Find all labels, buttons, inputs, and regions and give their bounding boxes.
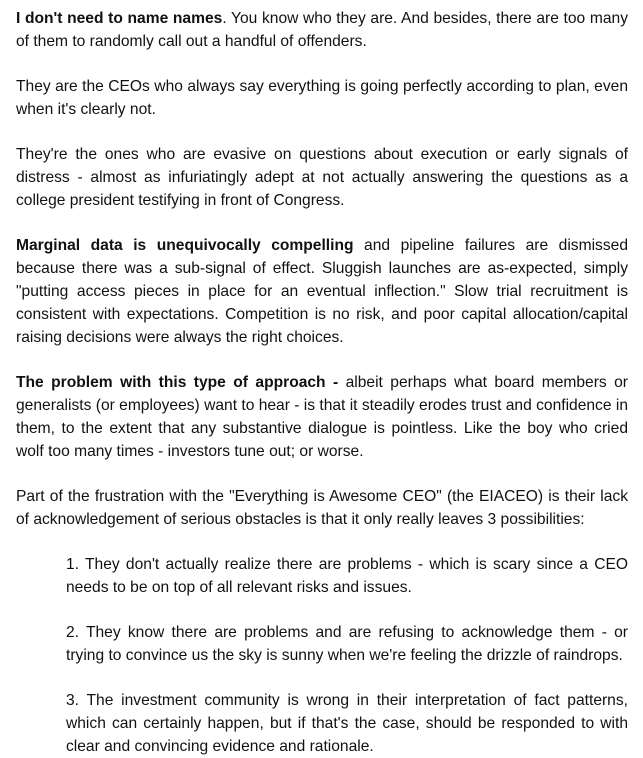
paragraph-text: Part of the frustration with the "Everything is Awesome CEO" (the EIACEO) is their lack of acknowledgement of serious obstacles is that it only really leaves 3 possibilities: bbox=[16, 488, 628, 528]
list-item: 1. They don't actually realize there are problems - which is scary since a CEO needs to be on top of all relevant risks and issues. bbox=[66, 556, 628, 596]
paragraph-problem bbox=[16, 371, 628, 463]
list-item: 2. They know there are problems and are refusing to acknowledge them - or trying to convince us the sky is sunny when we're feeling the drizzle of raindrops. bbox=[66, 624, 628, 664]
paragraph-text: albeit perhaps what board members or generalists (or employees) want to hear - is that it steadily erodes trust and confidence in them, to the extent that any substantive dialogue is pointless. Like the boy who cried wolf too many times - investors tune out; or worse. bbox=[16, 374, 628, 460]
list-item: 3. The investment community is wrong in their interpretation of fact patterns, which can certainly happen, but if that's the case, should be responded to with clear and convincing evidence and rationale. bbox=[66, 692, 628, 755]
paragraph-ceo-description bbox=[16, 75, 628, 121]
document-body bbox=[16, 7, 628, 758]
paragraph-marginal-data bbox=[16, 234, 628, 349]
paragraph-text: They're the ones who are evasive on questions about execution or early signals of distress - almost as infuriatingly adept at not actually answering the questions as a college president testifying in front of Congress. bbox=[16, 146, 628, 209]
paragraph-lead: I don't need to name names bbox=[16, 10, 223, 27]
paragraph-intro bbox=[16, 7, 628, 53]
paragraph-frustration bbox=[16, 485, 628, 531]
paragraph-evasive bbox=[16, 143, 628, 212]
paragraph-lead: The problem with this type of approach - bbox=[16, 374, 339, 391]
paragraph-text: and pipeline failures are dismissed because there was a sub-signal of effect. Sluggish launches are as-expected, simply "putting access pieces in place for an eventual inflection." Slow trial recruitment is consistent with expectations. Competition is no risk, and poor capital allocation/capital raising decisions were always the right choices. bbox=[16, 237, 628, 346]
paragraph-text: . You know who they are. And besides, there are too many of them to randomly call out a handful of offenders. bbox=[16, 10, 629, 50]
paragraph-text: They are the CEOs who always say everything is going perfectly according to plan, even when it's clearly not. bbox=[16, 78, 628, 118]
possibilities-list bbox=[16, 553, 628, 758]
paragraph-lead: Marginal data is unequivocally compelling bbox=[16, 237, 354, 254]
